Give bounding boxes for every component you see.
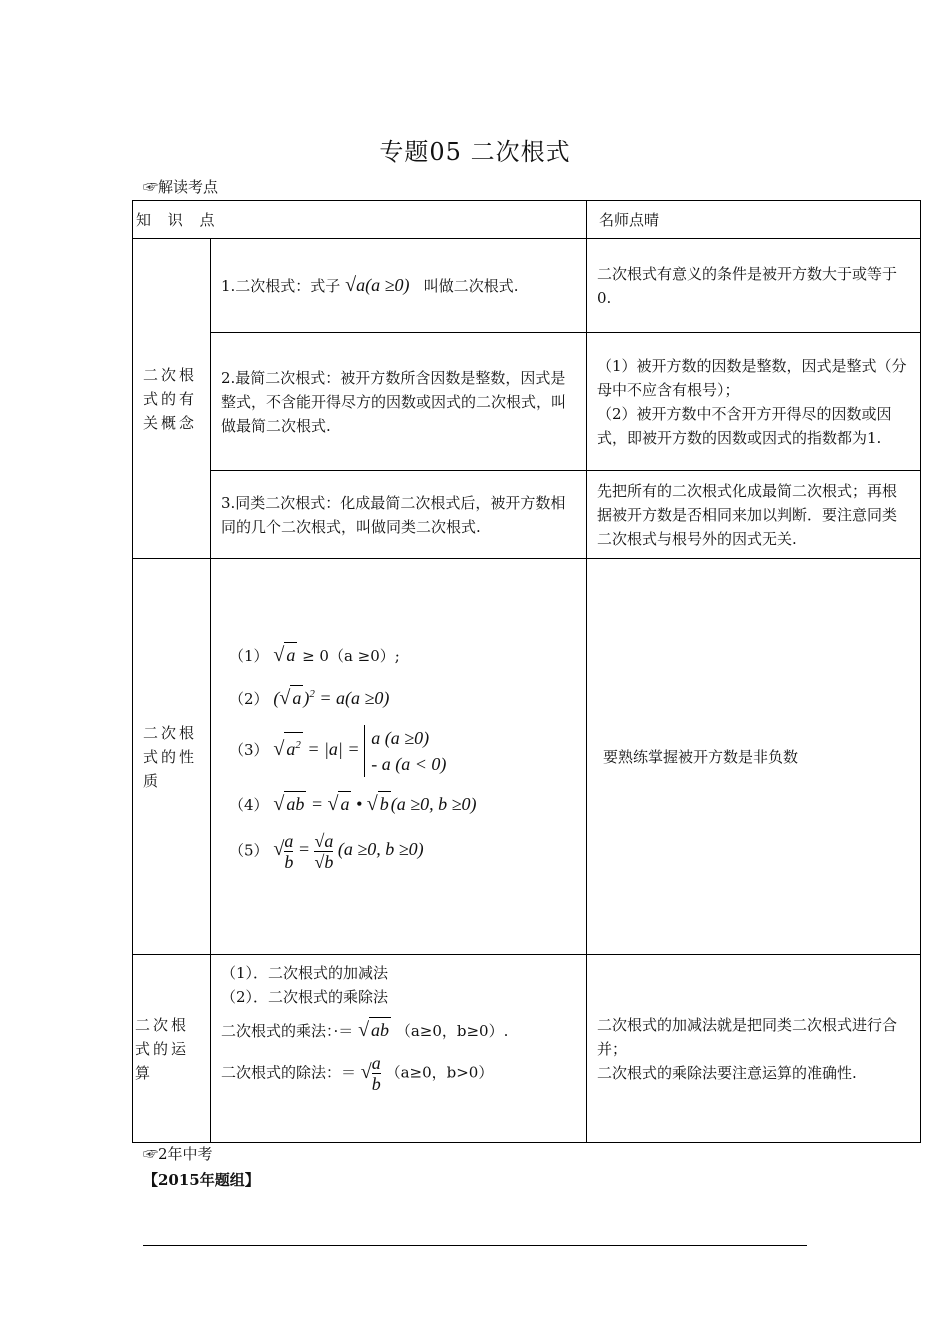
concept-row-1 xyxy=(211,239,587,333)
category-concept: 二次根式的有关概念 xyxy=(133,239,211,559)
operation-list xyxy=(211,955,587,1143)
operation-1: （1）．二次根式的加减法 xyxy=(221,964,389,982)
piecewise-brace: a (a ≥0) - a (a < 0) xyxy=(364,725,446,777)
property-5: （5） √ $\frac{a}{b}$ = $\frac{√a}{√b}$ (a ≥0, b ≥0) xyxy=(229,830,424,872)
operation-2: （2）．二次根式的乘除法 xyxy=(221,988,389,1006)
radical-expression: √a(a ≥0) xyxy=(345,274,410,296)
property-list xyxy=(211,559,587,955)
header-tips: 名师点晴 xyxy=(587,201,921,239)
property-1: （1） √ a ≥ 0（a ≥0）; xyxy=(229,643,400,666)
property-2: （2） (√ a )$^2$ = a(a ≥0) xyxy=(229,686,390,709)
operation-tip: 二次根式的加减法就是把同类二次根式进行合并； 二次根式的乘除法要注意运算的准确性. xyxy=(587,955,921,1143)
knowledge-table xyxy=(132,200,921,1143)
section-label-exam: ☞2年中考 xyxy=(143,1145,213,1163)
header-knowledge: 知 识 点 xyxy=(133,201,587,239)
year-group-label: 【2015年题组】 xyxy=(143,1171,260,1189)
concept-tip-2 xyxy=(587,333,921,471)
concept-row-3: 3.同类二次根式：化成最简二次根式后，被开方数相同的几个二次根式，叫做同类二次根式. xyxy=(211,471,587,559)
section-label-interpret: ☞解读考点 xyxy=(143,178,219,196)
r1-pre: 1.二次根式：式子 xyxy=(221,277,341,295)
concept-row-2: 2.最简二次根式：被开方数所含因数是整数，因式是整式，不含能开得尽方的因数或因式的二次根式，叫做最简二次根式. xyxy=(211,333,587,471)
page-title: 专题05 二次根式 xyxy=(379,138,571,166)
category-property: 二次根式的性质 xyxy=(133,559,211,955)
r1-post: 叫做二次根式. xyxy=(423,277,519,295)
property-tip: 要熟练掌握被开方数是非负数 xyxy=(587,559,921,955)
concept-tip-3: 先把所有的二次根式化成最简二次根式；再根据被开方数是否相同来加以判断．要注意同类二次根式与根号外的因式无关. xyxy=(587,471,921,559)
property-4: （4） √ ab = √ a • √ b (a ≥0, b ≥0) xyxy=(229,792,477,815)
category-operation: 二次根式的运算 xyxy=(133,955,211,1143)
operation-mul: 二次根式的乘法：·＝ √ ab （a≥0，b≥0）. xyxy=(221,1019,509,1041)
footer-divider xyxy=(143,1245,807,1246)
concept-tip-1: 二次根式有意义的条件是被开方数大于或等于0. xyxy=(587,239,921,333)
property-3: （3） √ $a^2 = |a| = a$ (a ≥0) - a (a < 0) xyxy=(229,725,576,777)
operation-div: 二次根式的除法：＝ √ $\frac{a}{b}$ （a≥0，b>0） xyxy=(221,1053,494,1094)
tip-2-line1: （1）被开方数的因数是整数，因式是整式（分母中不应含有根号）； xyxy=(597,356,907,399)
tip-2-line2: （2）被开方数中不含开方开得尽的因数或因式，即被开方数的因数或因式的指数都为1. xyxy=(597,404,892,447)
